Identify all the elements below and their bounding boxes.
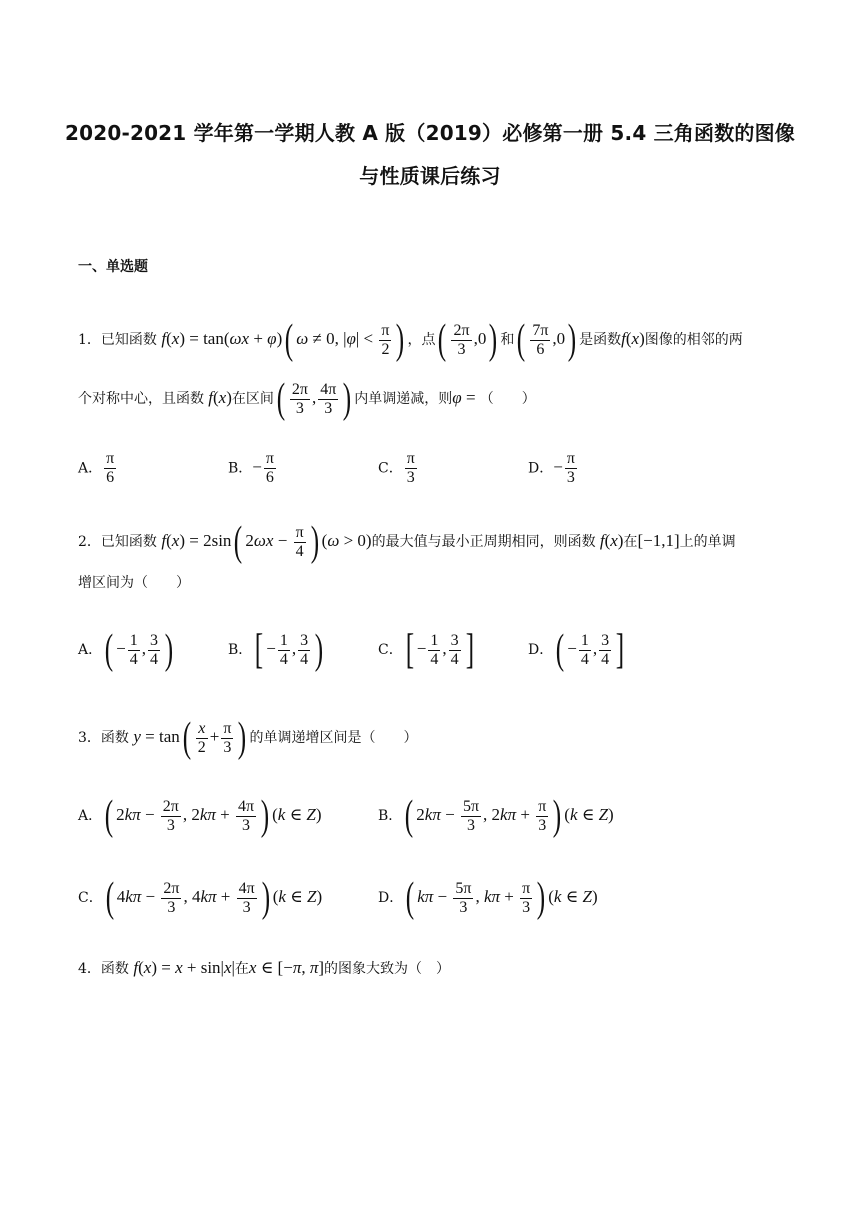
q1-option-a[interactable]: A． $\frac{\pi}{6}$	[78, 450, 115, 486]
q2-option-b[interactable]: B．[ − $\frac{1}{4}$ , $\frac{3}{4}$ )	[228, 627, 324, 673]
q1-option-d[interactable]: D．− $\frac{\pi}{3}$	[528, 450, 575, 486]
q3-option-a[interactable]: A．( 2kπ − $\frac{2\pi}{3}$ , 2kπ + $\frac{4\pi}{3}$ ) (k ∈ Z)	[78, 793, 322, 839]
document-title-line1: 2020-2021 学年第一学期人教 A 版（2019）必修第一册 5.4 三角函数的图像	[64, 121, 795, 145]
section-heading: 一、单选题	[78, 259, 148, 275]
q3-option-d[interactable]: D．( kπ − $\frac{5\pi}{3}$ , kπ + $\frac{\pi}{3}$ ) (k ∈ Z)	[378, 875, 598, 921]
question-4-line-1: 4．函数 f(x) = x + sin|x|在x ∈ [−π, π]的图象大致为（ ）	[78, 958, 451, 977]
q3-option-c[interactable]: C．( 4kπ − $\frac{2\pi}{3}$ , 4kπ + $\frac{4\pi}{3}$ ) (k ∈ Z)	[78, 875, 323, 921]
q2-option-d[interactable]: D．( − $\frac{1}{4}$ , $\frac{3}{4}$ ]	[528, 627, 625, 673]
question-1-line-2: 个对称中心，且函数 f(x)在区间( $\frac{2\pi}{3}$ , $\frac{4\pi}{3}$ ) 内单调递减，则φ = （ ）	[78, 376, 536, 422]
document-title-line2: 与性质课后练习	[359, 164, 501, 188]
q2-option-c[interactable]: C．[ − $\frac{1}{4}$ , $\frac{3}{4}$ ]	[378, 627, 474, 673]
q1-option-b[interactable]: B．− $\frac{\pi}{6}$	[228, 450, 274, 486]
question-2-line-1: 2．已知函数 f(x) = 2sin( 2ωx − $\frac{\pi}{4}$ ) (ω > 0)的最大值与最小正周期相同，则函数 f(x)在[−1,1]上的单调	[78, 519, 736, 565]
q3-option-b[interactable]: B．( 2kπ − $\frac{5\pi}{3}$ , 2kπ + $\frac{\pi}{3}$ ) (k ∈ Z)	[378, 793, 614, 839]
question-3-line-1: 3．函数 y = tan( $\frac{x}{2}$ + $\frac{\pi}{3}$ ) 的单调递增区间是（ ）	[78, 715, 418, 761]
question-2-line-2: 增区间为（ ）	[78, 575, 190, 591]
question-1-line-1: 1．已知函数 f(x) = tan(ωx + φ)( ω ≠ 0, |φ| < $\frac{\pi}{2}$ ) ，点( $\frac{2\pi}{3}$ ,0) 和( $\frac{7\pi}{6}$ ,0) 是函数f(x)图像的相邻的两	[78, 317, 743, 363]
q1-option-c[interactable]: C． $\frac{\pi}{3}$	[378, 450, 415, 486]
q2-option-a[interactable]: A．( − $\frac{1}{4}$ , $\frac{3}{4}$ )	[78, 627, 174, 673]
